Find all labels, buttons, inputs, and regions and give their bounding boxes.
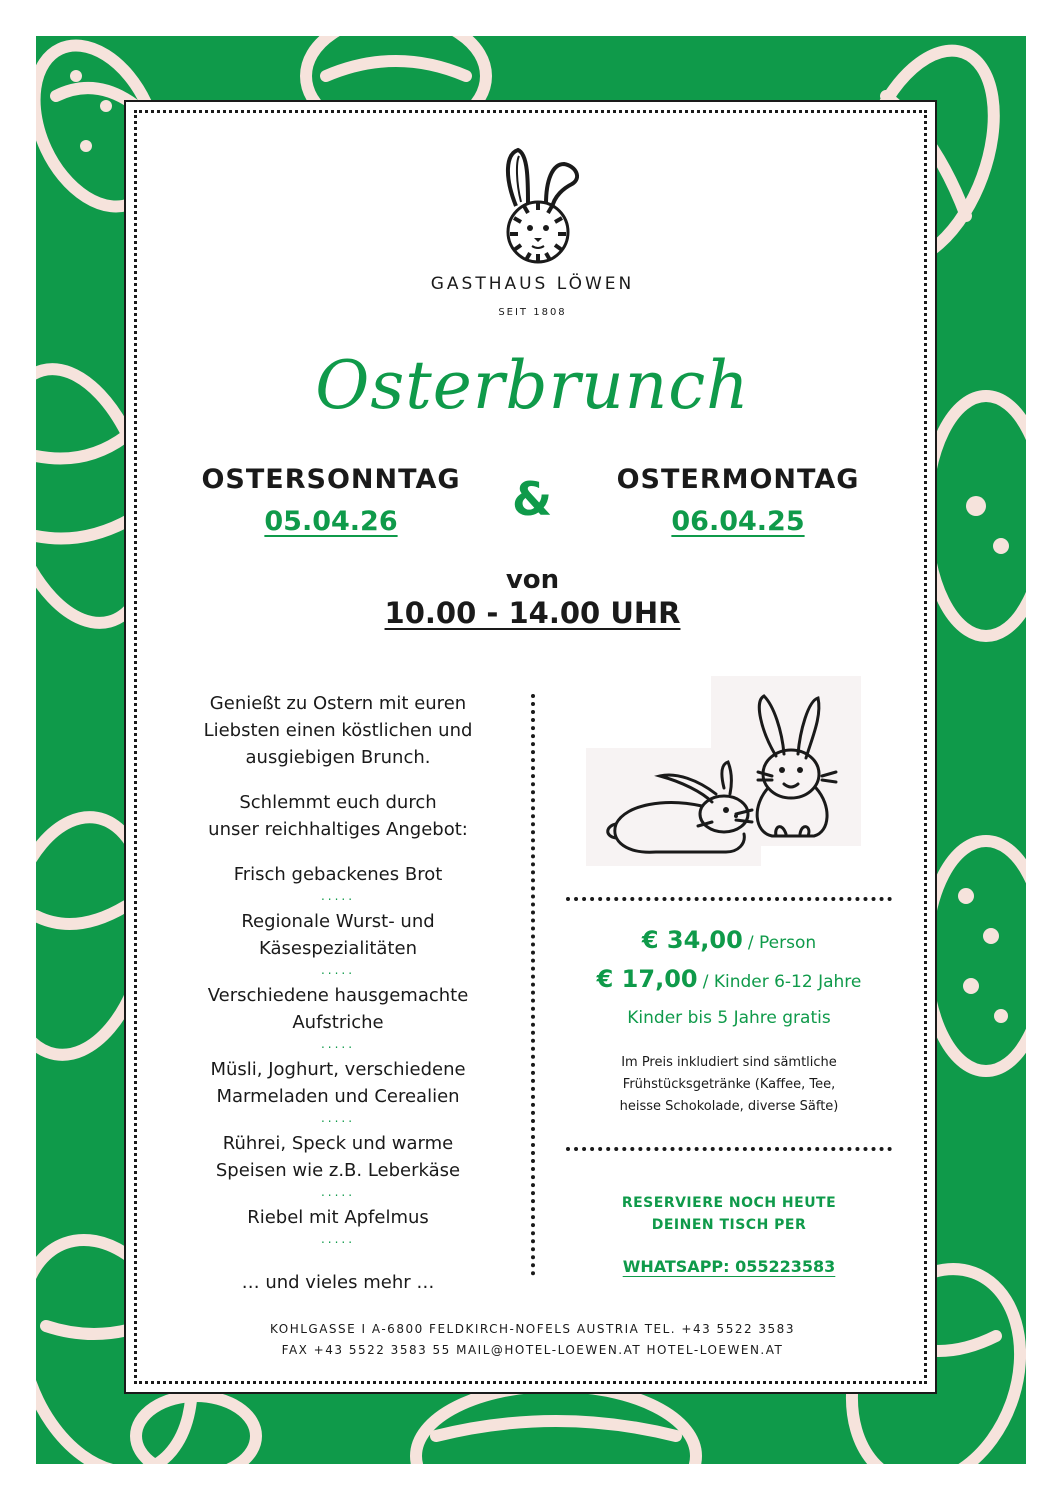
day-monday-date: 06.04.25 <box>671 506 805 537</box>
menu-separator: ..... <box>320 1185 356 1199</box>
intro-line: Liebsten einen köstlichen und <box>203 720 473 741</box>
intro2-line: Schlemmt euch durch <box>239 792 437 813</box>
time-from-label: von <box>505 565 560 595</box>
time-range: 10.00 - 14.00 UHR <box>384 596 681 630</box>
menu-separator: ..... <box>320 963 356 977</box>
menu-item: Müsli, Joghurt, verschiedene <box>210 1059 466 1080</box>
price-adult-unit: / Person <box>747 933 817 953</box>
price-child-unit: / Kinder 6-12 Jahre <box>702 972 862 992</box>
reserve-line: DEINEN TISCH PER <box>651 1217 807 1233</box>
ampersand: & <box>511 472 553 526</box>
free-note: Kinder bis 5 Jahre gratis <box>627 1008 831 1028</box>
intro2-line: unser reichhaltiges Angebot: <box>208 819 468 840</box>
included-line: heisse Schokolade, diverse Säfte) <box>619 1099 839 1114</box>
whatsapp-link[interactable]: WHATSAPP: 055223583 <box>622 1257 836 1276</box>
menu-separator: ..... <box>320 1037 356 1051</box>
menu-column <box>172 690 504 1296</box>
two-bunnies-illustration <box>586 676 861 866</box>
price-child <box>566 965 892 993</box>
included-note <box>566 1052 892 1118</box>
menu-item: Riebel mit Apfelmus <box>247 1207 429 1228</box>
brand-since: SEIT 1808 <box>498 307 567 318</box>
menu-item: Regionale Wurst- und <box>241 911 435 932</box>
menu-item: Rührei, Speck und warme <box>222 1133 454 1154</box>
price-child-amount: € 17,00 <box>596 965 698 993</box>
day-sunday-label: OSTERSONNTAG <box>201 464 461 495</box>
menu-item: Marmeladen und Cerealien <box>216 1086 460 1107</box>
price-adult-amount: € 34,00 <box>641 926 743 954</box>
horizontal-dotted-divider <box>566 897 892 901</box>
reserve-line: RESERVIERE NOCH HEUTE <box>621 1195 837 1211</box>
menu-item: Aufstriche <box>292 1012 384 1033</box>
brand-name: GASTHAUS LÖWEN <box>430 274 635 294</box>
page-title: Osterbrunch <box>315 347 750 424</box>
bunny-lion-logo-icon <box>494 146 584 264</box>
more-text: … und vieles mehr … <box>241 1272 435 1293</box>
menu-item: Käsespezialitäten <box>259 938 417 959</box>
menu-separator: ..... <box>320 1232 356 1246</box>
day-sunday-date: 05.04.26 <box>264 506 398 537</box>
menu-item: Speisen wie z.B. Leberkäse <box>215 1160 461 1181</box>
included-line: Frühstücksgetränke (Kaffee, Tee, <box>622 1077 836 1092</box>
intro-line: Genießt zu Ostern mit euren <box>209 693 467 714</box>
menu-item: Frisch gebackenes Brot <box>233 864 443 885</box>
vertical-dotted-divider <box>531 694 535 1276</box>
menu-item: Verschiedene hausgemachte <box>207 985 469 1006</box>
flyer-card <box>124 100 937 1394</box>
price-adult <box>566 926 892 954</box>
horizontal-dotted-divider <box>566 1147 892 1151</box>
day-monday-label: OSTERMONTAG <box>616 464 860 495</box>
footer-address: KOHLGASSE I A-6800 FELDKIRCH-NOFELS AUSTRIA TEL. +43 5522 3583 <box>270 1322 795 1336</box>
footer-contact: FAX +43 5522 3583 55 MAIL@HOTEL-LOEWEN.AT HOTEL-LOEWEN.AT <box>281 1343 784 1357</box>
intro-line: ausgiebigen Brunch. <box>245 747 431 768</box>
reserve-note <box>566 1192 892 1236</box>
menu-separator: ..... <box>320 1111 356 1125</box>
menu-separator: ..... <box>320 889 356 903</box>
included-line: Im Preis inkludiert sind sämtliche <box>621 1055 837 1070</box>
